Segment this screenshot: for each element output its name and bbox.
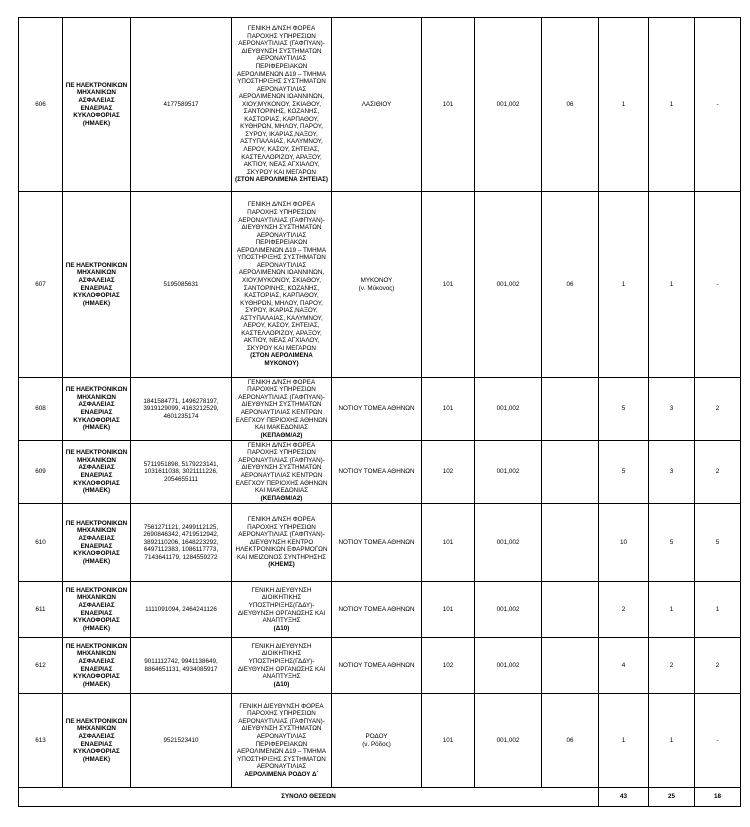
positions-total: 10: [599, 504, 649, 582]
positions-total: 5: [599, 441, 649, 504]
positions-total: 2: [599, 582, 649, 638]
table-body: [19, 18, 741, 788]
positions-table: [18, 17, 741, 807]
location-name: ΝΟΤΙΟΥ ΤΟΜΕΑ ΑΘΗΝΩΝ: [338, 605, 415, 613]
location-name: ΡΟΔΟΥ: [365, 732, 388, 740]
service-cell: [232, 441, 332, 504]
row-number: 608: [19, 378, 63, 441]
service-unit: ΑΕΡΟΛΙΜΕΝΑ ΡΟΔΟΥ Δ΄: [244, 770, 319, 778]
specialty-cell: ΠΕ ΗΛΕΚΤΡΟΝΙΚΩΝ ΜΗΧΑΝΙΚΩΝ ΑΣΦΑΛΕΙΑΣ ΕΝΑΕΡΙΑΣ ΚΥΚΛΟΦΟΡΙΑΣ (ΗΜΑΕΚ): [63, 18, 131, 192]
row-number: 606: [19, 18, 63, 192]
location-sub: (ν. Μύκονος): [358, 284, 395, 292]
code-col-2: 001,002: [475, 378, 542, 441]
location-name: ΛΑΣΙΘΙΟΥ: [361, 100, 392, 108]
service-cell: [232, 18, 332, 192]
row-number: 610: [19, 504, 63, 582]
positions-b: 1: [695, 582, 741, 638]
code-col-1: 102: [422, 638, 475, 694]
totals-total: 43: [599, 788, 649, 807]
location-name: ΝΟΤΙΟΥ ΤΟΜΕΑ ΑΘΗΝΩΝ: [338, 538, 415, 546]
service-cell: [232, 694, 332, 788]
location-cell: [332, 192, 422, 378]
code-col-1: 101: [422, 18, 475, 192]
code-col-1: 101: [422, 582, 475, 638]
location-cell: [332, 18, 422, 192]
service-unit: (ΚΕΠΑΘΜ/Α2): [260, 431, 303, 439]
positions-total: 1: [599, 694, 649, 788]
totals-b: 18: [695, 788, 741, 807]
specialty-cell: ΠΕ ΗΛΕΚΤΡΟΝΙΚΩΝ ΜΗΧΑΝΙΚΩΝ ΑΣΦΑΛΕΙΑΣ ΕΝΑΕΡΙΑΣ ΚΥΚΛΟΦΟΡΙΑΣ (ΗΜΑΕΚ): [63, 192, 131, 378]
positions-a: 1: [649, 694, 695, 788]
row-number: 612: [19, 638, 63, 694]
code-col-2: 001,002: [475, 192, 542, 378]
service-name: ΓΕΝΙΚΗ ΔΙΕΥΘΥΝΣΗ ΔΙΟΙΚΗΤΙΚΗΣ ΥΠΟΣΤΗΡΙΞΗΣ(ΓΔΔΥ)- ΔΙΕΥΘΥΝΣΗ ΟΡΓΑΝΩΣΗΣ ΚΑΙ ΑΝΑΠΤΥΞΗΣ: [237, 586, 326, 625]
code-col-1: 101: [422, 192, 475, 378]
code-col-1: 102: [422, 441, 475, 504]
position-code-cell: 1111091094, 2464241126: [131, 582, 232, 638]
positions-b: -: [695, 694, 741, 788]
table-row: [19, 638, 741, 694]
code-col-3: 06: [542, 18, 599, 192]
service-unit: (Δ10): [273, 680, 290, 688]
positions-b: 2: [695, 378, 741, 441]
positions-a: 3: [649, 441, 695, 504]
specialty-cell: ΠΕ ΗΛΕΚΤΡΟΝΙΚΩΝ ΜΗΧΑΝΙΚΩΝ ΑΣΦΑΛΕΙΑΣ ΕΝΑΕΡΙΑΣ ΚΥΚΛΟΦΟΡΙΑΣ (ΗΜΑΕΚ): [63, 378, 131, 441]
service-name: ΓΕΝΙΚΗ Δ/ΝΣΗ ΦΟΡΕΑ ΠΑΡΟΧΗΣ ΥΠΗΡΕΣΙΩΝ ΑΕΡΟΝΑΥΤΙΛΙΑΣ (ΓΑΦΠΥΑΝ)- ΔΙΕΥΘΥΝΣΗ ΣΥΣΤΗΜΑΤΩΝ ΑΕΡΟΝΑΥΤΙΛΙΑΣ ΠΕΡΙΦΕΡΕΙΑΚΩΝ ΑΕΡΟΛΙΜΕΝΩΝ Δ19 – ΤΜΗΜΑ ΥΠΟΣΤΗΡΙΞΗΣ ΣΥΣΤΗΜΑΤΩΝ ΑΕΡΟΝΑΥΤΙΛΙΑΣ ΑΕΡΟΛΙΜΕΝΩΝ ΙΩΑΝΝΙΝΩΝ, ΧΙΟΥ,ΜΥΚΟΝΟΥ, ΣΚΙΑΘΟΥ, ΣΑΝΤΟΡΙΝΗΣ, ΚΟΖΑΝΗΣ, ΚΑΣΤΟΡΙΑΣ, ΚΑΡΠΑΘΟΥ, ΚΥΘΗΡΩΝ, ΜΗΛΟΥ, ΠΑΡΟΥ, ΣΥΡΟΥ, ΙΚΑΡΙΑΣ,ΝΑΞΟΥ, ΑΣΤΥΠΑΛΑΙΑΣ, ΚΑΛΥΜΝΟΥ, ΛΕΡΟΥ, ΚΑΣΟΥ, ΣΗΤΕΙΑΣ, ΚΑΣΤΕΛΛΟΡΙΖΟΥ, ΑΡΑΞΟΥ, ΑΚΤΙΟΥ, ΝΕΑΣ ΑΓΧΙΑΛΟΥ, ΣΚΥΡΟΥ ΚΑΙ ΜΕΓΑΡΩΝ: [236, 25, 327, 176]
position-code-cell: 9521523410: [131, 694, 232, 788]
location-cell: [332, 638, 422, 694]
specialty-cell: ΠΕ ΗΛΕΚΤΡΟΝΙΚΩΝ ΜΗΧΑΝΙΚΩΝ ΑΣΦΑΛΕΙΑΣ ΕΝΑΕΡΙΑΣ ΚΥΚΛΟΦΟΡΙΑΣ (ΗΜΑΕΚ): [63, 694, 131, 788]
position-code-cell: 7561271121, 2499112125, 2690846342, 4719512942, 3892110206, 1648223292, 6497112383, 1086117773, 7143641179, 1284559272: [131, 504, 232, 582]
code-col-1: 101: [422, 694, 475, 788]
location-name: ΝΟΤΙΟΥ ΤΟΜΕΑ ΑΘΗΝΩΝ: [338, 661, 415, 669]
service-name: ΓΕΝΙΚΗ Δ/ΝΣΗ ΦΟΡΕΑ ΠΑΡΟΧΗΣ ΥΠΗΡΕΣΙΩΝ ΑΕΡΟΝΑΥΤΙΛΙΑΣ (ΓΑΦΠΥΑΝ)- ΔΙΕΥΘΥΝΣΗ ΣΥΣΤΗΜΑΤΩΝ ΑΕΡΟΝΑΥΤΙΛΙΑΣ ΠΕΡΙΦΕΡΕΙΑΚΩΝ ΑΕΡΟΛΙΜΕΝΩΝ Δ19 – ΤΜΗΜΑ ΥΠΟΣΤΗΡΙΞΗΣ ΣΥΣΤΗΜΑΤΩΝ ΑΕΡΟΝΑΥΤΙΛΙΑΣ ΑΕΡΟΛΙΜΕΝΩΝ ΙΩΑΝΝΙΝΩΝ, ΧΙΟΥ,ΜΥΚΟΝΟΥ, ΣΚΙΑΘΟΥ, ΣΑΝΤΟΡΙΝΗΣ, ΚΟΖΑΝΗΣ, ΚΑΣΤΟΡΙΑΣ, ΚΑΡΠΑΘΟΥ, ΚΥΘΗΡΩΝ, ΜΗΛΟΥ, ΠΑΡΟΥ, ΣΥΡΟΥ, ΙΚΑΡΙΑΣ,ΝΑΞΟΥ, ΑΣΤΥΠΑΛΑΙΑΣ, ΚΑΛΥΜΝΟΥ, ΛΕΡΟΥ, ΚΑΣΟΥ, ΣΗΤΕΙΑΣ, ΚΑΣΤΕΛΛΟΡΙΖΟΥ, ΑΡΑΞΟΥ, ΑΚΤΙΟΥ, ΝΕΑΣ ΑΓΧΙΑΛΟΥ, ΣΚΥΡΟΥ ΚΑΙ ΜΕΓΑΡΩΝ: [236, 201, 327, 352]
code-col-2: 001,002: [475, 441, 542, 504]
row-number: 611: [19, 582, 63, 638]
code-col-3: [542, 378, 599, 441]
code-col-1: 101: [422, 378, 475, 441]
service-unit: (ΣΤΟΝ ΑΕΡΟΛΙΜΕΝΑ ΣΗΤΕΙΑΣ): [234, 176, 329, 184]
location-sub: (ν. Ρόδος): [362, 740, 391, 748]
positions-b: -: [695, 192, 741, 378]
location-cell: [332, 504, 422, 582]
positions-a: 1: [649, 192, 695, 378]
code-col-3: [542, 638, 599, 694]
service-cell: [232, 378, 332, 441]
positions-a: 1: [649, 582, 695, 638]
service-name: ΓΕΝΙΚΗ ΔΙΕΥΘΥΝΣΗ ΦΟΡΕΑ ΠΑΡΟΧΗΣ ΥΠΗΡΕΣΙΩΝ ΑΕΡΟΝΑΥΤΙΛΙΑΣ (ΓΑΦΠΥΑΝ)- ΔΙΕΥΘΥΝΣΗ ΣΥΣΤΗΜΑΤΩΝ ΑΕΡΟΝΑΥΤΙΛΙΑΣ ΠΕΡΙΦΕΡΕΙΑΚΩΝ ΑΕΡΟΛΙΜΕΝΩΝ Δ19 – ΤΜΗΜΑ ΥΠΟΣΤΗΡΙΞΗΣ ΣΥΣΤΗΜΑΤΩΝ ΑΕΡΟΝΑΥΤΙΛΙΑΣ: [236, 702, 327, 771]
code-col-3: [542, 582, 599, 638]
positions-a: 1: [649, 18, 695, 192]
positions-b: 2: [695, 638, 741, 694]
specialty-cell: ΠΕ ΗΛΕΚΤΡΟΝΙΚΩΝ ΜΗΧΑΝΙΚΩΝ ΑΣΦΑΛΕΙΑΣ ΕΝΑΕΡΙΑΣ ΚΥΚΛΟΦΟΡΙΑΣ (ΗΜΑΕΚ): [63, 441, 131, 504]
positions-b: -: [695, 18, 741, 192]
totals-label: ΣΥΝΟΛΟ ΘΕΣΕΩΝ: [19, 788, 599, 807]
totals-row: [19, 788, 741, 807]
positions-total: 5: [599, 378, 649, 441]
table-row: [19, 18, 741, 192]
positions-a: 5: [649, 504, 695, 582]
code-col-2: 001,002: [475, 504, 542, 582]
specialty-cell: ΠΕ ΗΛΕΚΤΡΟΝΙΚΩΝ ΜΗΧΑΝΙΚΩΝ ΑΣΦΑΛΕΙΑΣ ΕΝΑΕΡΙΑΣ ΚΥΚΛΟΦΟΡΙΑΣ (ΗΜΑΕΚ): [63, 504, 131, 582]
code-col-1: 101: [422, 504, 475, 582]
code-col-2: 001,002: [475, 638, 542, 694]
position-code-cell: 4177589517: [131, 18, 232, 192]
position-code-cell: 9011112742, 9941138649, 8864651131, 4934085917: [131, 638, 232, 694]
service-cell: [232, 582, 332, 638]
code-col-3: 06: [542, 192, 599, 378]
positions-total: 4: [599, 638, 649, 694]
location-cell: [332, 378, 422, 441]
location-cell: [332, 582, 422, 638]
row-number: 609: [19, 441, 63, 504]
service-cell: [232, 638, 332, 694]
code-col-2: 001,002: [475, 694, 542, 788]
service-unit: (ΚΗΕΜΣ): [268, 561, 295, 569]
positions-b: 5: [695, 504, 741, 582]
code-col-3: [542, 504, 599, 582]
table-row: [19, 192, 741, 378]
service-unit: (ΣΤΟΝ ΑΕΡΟΛΙΜΕΝΑ ΜΥΚΟΝΟΥ): [250, 352, 313, 367]
location-name: ΜΥΚΟΝΟΥ: [360, 276, 393, 284]
specialty-cell: ΠΕ ΗΛΕΚΤΡΟΝΙΚΩΝ ΜΗΧΑΝΙΚΩΝ ΑΣΦΑΛΕΙΑΣ ΕΝΑΕΡΙΑΣ ΚΥΚΛΟΦΟΡΙΑΣ (ΗΜΑΕΚ): [63, 638, 131, 694]
positions-a: 3: [649, 378, 695, 441]
service-name: ΓΕΝΙΚΗ ΔΙΕΥΘΥΝΣΗ ΔΙΟΙΚΗΤΙΚΗΣ ΥΠΟΣΤΗΡΙΞΗΣ(ΓΔΔΥ)- ΔΙΕΥΘΥΝΣΗ ΟΡΓΑΝΩΣΗΣ ΚΑΙ ΑΝΑΠΤΥΞΗΣ: [237, 642, 326, 681]
table-row: [19, 378, 741, 441]
row-number: 607: [19, 192, 63, 378]
code-col-2: 001,002: [475, 18, 542, 192]
table-row: [19, 694, 741, 788]
positions-total: 1: [599, 192, 649, 378]
service-name: ΓΕΝΙΚΗ Δ/ΝΣΗ ΦΟΡΕΑ ΠΑΡΟΧΗΣ ΥΠΗΡΕΣΙΩΝ ΑΕΡΟΝΑΥΤΙΛΙΑΣ (ΓΑΦΠΥΑΝ)- ΔΙΕΥΘΥΝΣΗ ΣΥΣΤΗΜΑΤΩΝ ΑΕΡΟΝΑΥΤΙΛΙΑΣ ΚΕΝΤΡΩΝ ΕΛΕΓΧΟΥ ΠΕΡΙΟΧΗΣ ΑΘΗΝΩΝ ΚΑΙ ΜΑΚΕΔΟΝΙΑΣ: [235, 441, 328, 495]
service-name: ΓΕΝΙΚΗ Δ/ΝΣΗ ΦΟΡΕΑ ΠΑΡΟΧΗΣ ΥΠΗΡΕΣΙΩΝ ΑΕΡΟΝΑΥΤΙΛΙΑΣ (ΓΑΦΠΥΑΝ)- ΔΙΕΥΘΥΝΣΗ ΚΕΝΤΡΟ ΗΛΕΚΤΡΟΝΙΚΩΝ ΕΦΑΡΜΟΓΩΝ ΚΑΙ ΜΕΙΖΟΝΟΣ ΣΥΝΤΗΡΗΣΗΣ: [235, 516, 328, 561]
position-code-cell: 1841584771, 1496278197, 3919129099, 4163212529, 4601235174: [131, 378, 232, 441]
positions-a: 2: [649, 638, 695, 694]
table-row: [19, 582, 741, 638]
location-name: ΝΟΤΙΟΥ ΤΟΜΕΑ ΑΘΗΝΩΝ: [338, 468, 415, 476]
code-col-2: 001,002: [475, 582, 542, 638]
service-name: ΓΕΝΙΚΗ Δ/ΝΣΗ ΦΟΡΕΑ ΠΑΡΟΧΗΣ ΥΠΗΡΕΣΙΩΝ ΑΕΡΟΝΑΥΤΙΛΙΑΣ (ΓΑΦΠΥΑΝ)- ΔΙΕΥΘΥΝΣΗ ΣΥΣΤΗΜΑΤΩΝ ΑΕΡΟΝΑΥΤΙΛΙΑΣ ΚΕΝΤΡΩΝ ΕΛΕΓΧΟΥ ΠΕΡΙΟΧΗΣ ΑΘΗΝΩΝ ΚΑΙ ΜΑΚΕΔΟΝΙΑΣ: [235, 378, 328, 432]
positions-b: 2: [695, 441, 741, 504]
service-cell: [232, 192, 332, 378]
specialty-cell: ΠΕ ΗΛΕΚΤΡΟΝΙΚΩΝ ΜΗΧΑΝΙΚΩΝ ΑΣΦΑΛΕΙΑΣ ΕΝΑΕΡΙΑΣ ΚΥΚΛΟΦΟΡΙΑΣ (ΗΜΑΕΚ): [63, 582, 131, 638]
location-cell: [332, 441, 422, 504]
service-cell: [232, 504, 332, 582]
location-cell: [332, 694, 422, 788]
location-name: ΝΟΤΙΟΥ ΤΟΜΕΑ ΑΘΗΝΩΝ: [338, 405, 415, 413]
code-col-3: 06: [542, 694, 599, 788]
positions-total: 1: [599, 18, 649, 192]
position-code-cell: 5195085631: [131, 192, 232, 378]
position-code-cell: 5711951898, 5179223141, 1031611038, 3021111226, 2054655111: [131, 441, 232, 504]
table-row: [19, 504, 741, 582]
totals-a: 25: [649, 788, 695, 807]
service-unit: (ΚΕΠΑΘΜ/Α2): [260, 494, 303, 502]
table-row: [19, 441, 741, 504]
row-number: 613: [19, 694, 63, 788]
code-col-3: [542, 441, 599, 504]
service-unit: (Δ10): [273, 624, 290, 632]
